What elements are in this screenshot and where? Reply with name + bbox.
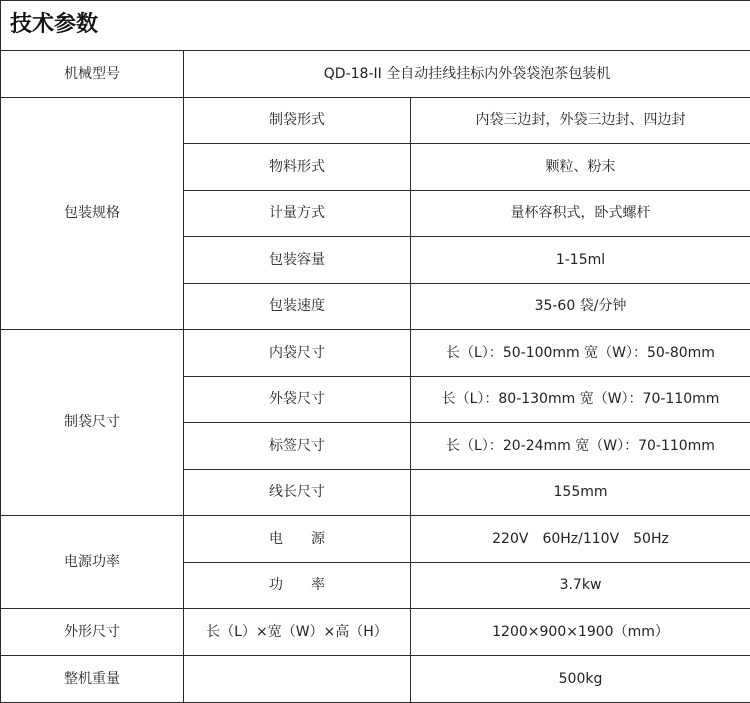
row-label: 包装容量 (184, 237, 411, 284)
row-label: 线长尺寸 (184, 470, 411, 516)
row-value: 内袋三边封，外袋三边封、四边封 (411, 98, 750, 144)
row-label: 物料形式 (184, 144, 411, 191)
table-row (1, 330, 750, 377)
dimensions-row (1, 609, 750, 656)
row-value: 35-60 袋/分钟 (411, 284, 750, 330)
weight-sub (184, 656, 411, 703)
model-label: 机械型号 (1, 51, 184, 98)
model-row (1, 51, 750, 98)
model-value: QD-18-II 全自动挂线挂标内外袋袋泡茶包装机 (184, 51, 750, 98)
power-label: 电源功率 (1, 516, 184, 609)
row-label: 电 源 (184, 516, 411, 563)
row-value: 3.7kw (411, 563, 750, 609)
dimensions-label: 外形尺寸 (1, 609, 184, 656)
row-value: 220V 60Hz/110V 50Hz (411, 516, 750, 563)
row-value: 155mm (411, 470, 750, 516)
row-value: 长（L）：20-24mm 宽（W）：70-110mm (411, 423, 750, 470)
weight-value: 500kg (411, 656, 750, 703)
table-row (1, 98, 750, 144)
page-title: 技术参数 (1, 1, 750, 51)
bag-size-label: 制袋尺寸 (1, 330, 184, 516)
row-value: 颗粒、粉末 (411, 144, 750, 191)
row-value: 长（L）：50-100mm 宽（W）：50-80mm (411, 330, 750, 377)
row-label: 功 率 (184, 563, 411, 609)
row-value: 长（L）：80-130mm 宽（W）：70-110mm (411, 377, 750, 423)
row-label: 内袋尺寸 (184, 330, 411, 377)
row-label: 制袋形式 (184, 98, 411, 144)
row-value: 量杯容积式，卧式螺杆 (411, 191, 750, 237)
table-row (1, 516, 750, 563)
row-value: 1-15ml (411, 237, 750, 284)
title-row (1, 1, 750, 51)
weight-label: 整机重量 (1, 656, 184, 703)
row-label: 计量方式 (184, 191, 411, 237)
row-label: 外袋尺寸 (184, 377, 411, 423)
packaging-label: 包装规格 (1, 98, 184, 330)
dimensions-sub: 长（L）×宽（W）×高（H） (184, 609, 411, 656)
weight-row (1, 656, 750, 703)
row-label: 标签尺寸 (184, 423, 411, 470)
row-label: 包装速度 (184, 284, 411, 330)
dimensions-value: 1200×900×1900（mm） (411, 609, 750, 656)
